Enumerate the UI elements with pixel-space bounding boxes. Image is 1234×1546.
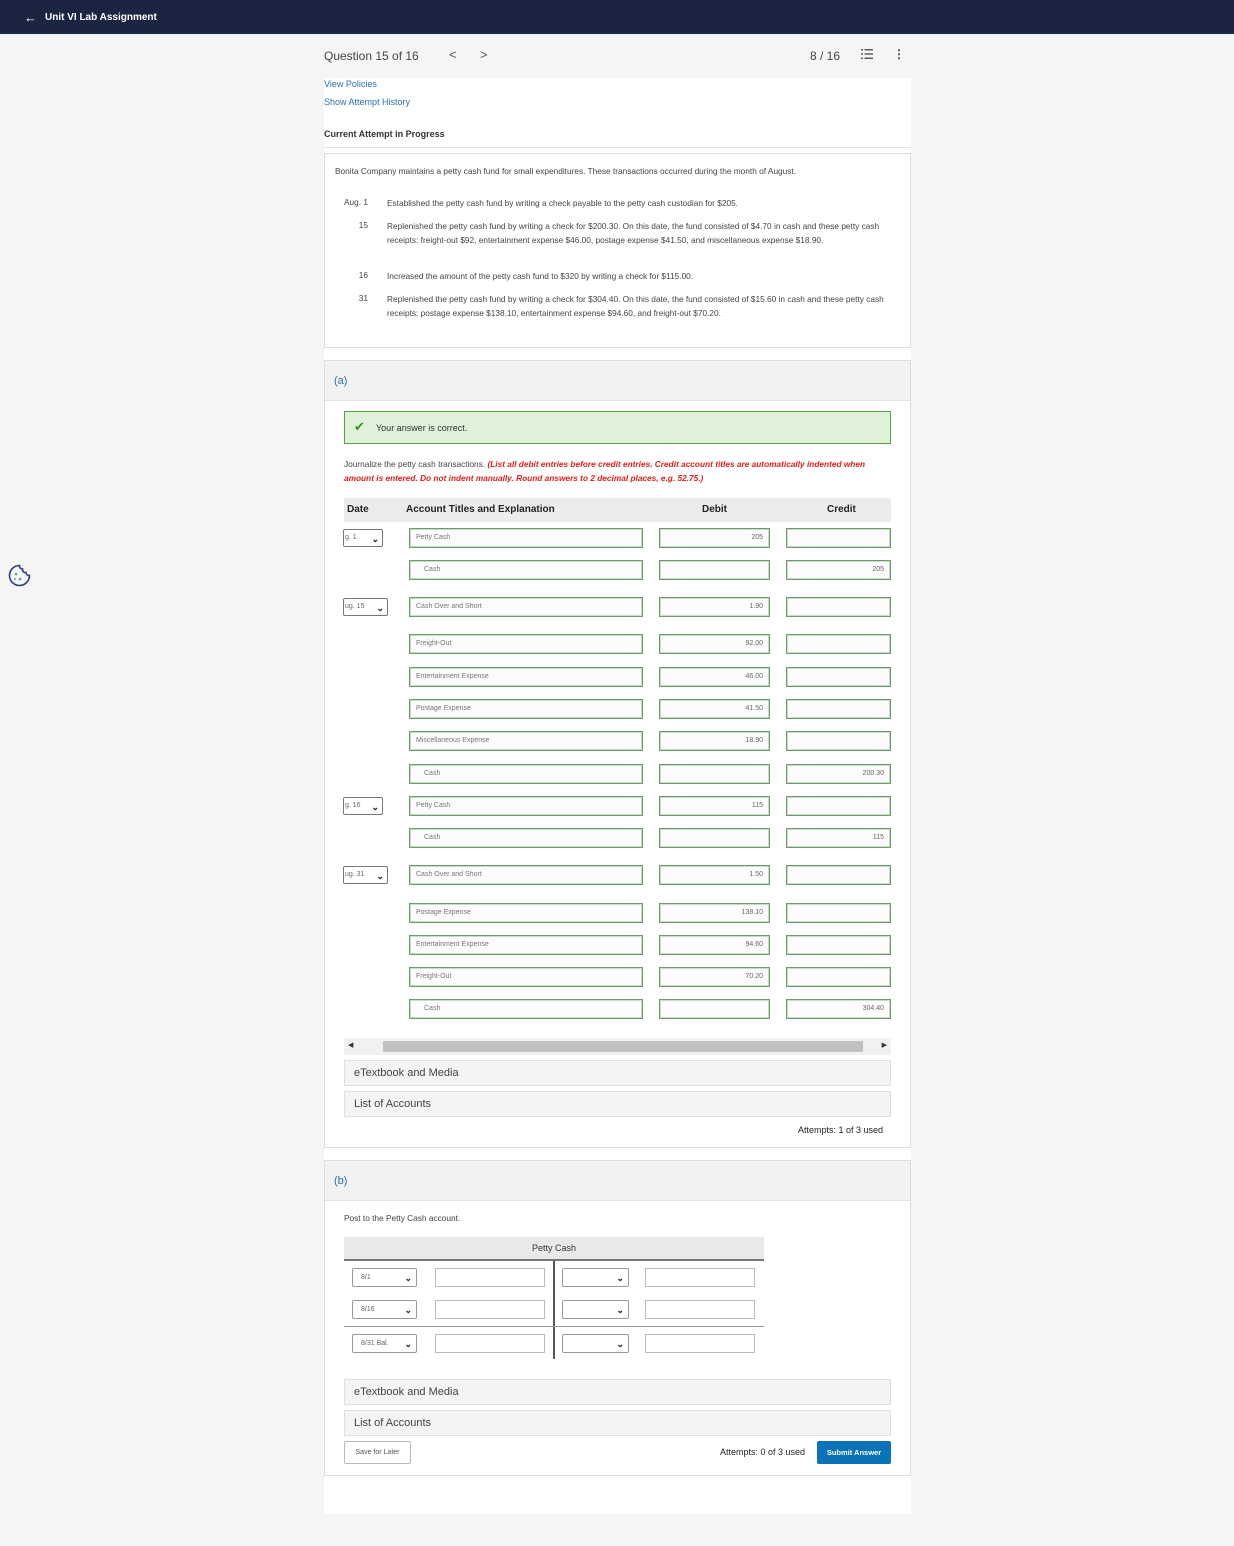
scrollbar-thumb[interactable]	[383, 1041, 863, 1052]
prev-question-button[interactable]: <	[449, 47, 457, 62]
account-title-input[interactable]: Cash	[409, 999, 643, 1019]
chevron-down-icon: ⌄	[371, 534, 379, 544]
list-icon[interactable]	[861, 49, 873, 59]
chevron-down-icon: ⌄	[404, 1339, 412, 1349]
list-of-accounts-toggle[interactable]: List of Accounts	[344, 1410, 891, 1436]
problem-statement: Bonita Company maintains a petty cash fund for small expenditures. These transactions occurred during the month of August. Aug. 1 Established the petty cash fund by writing a check payable to the petty cash custodian for $205. 15 Replenished the petty cash fund by writing a check for $200.30. On this date, the fund consisted of $4.70 in cash and these petty cash receipts: freight-out $92, entertainment expense $46.00, postage expense $41.50, and miscellaneous expense $18.90. 16 Increased the amount of the petty cash fund to $320 by writing a check for $115.00. 31 Replenished the petty cash fund by writing a check for $304.40. On this date, the fund consisted of $15.60 in cash and these petty cash receipts: postage expense $138.10, entertainment expense $94.60, and freight-out $70.20.	[324, 153, 911, 348]
credit-input[interactable]	[786, 731, 891, 751]
debit-input[interactable]	[659, 828, 770, 848]
journal-header	[344, 498, 891, 522]
credit-column-header: Credit	[827, 504, 856, 515]
t-account-line	[344, 1326, 764, 1327]
date-select[interactable]: ug. 15 ⌄	[343, 598, 388, 616]
account-title-input[interactable]: Postage Expense	[409, 699, 643, 719]
account-title-input[interactable]: Petty Cash	[409, 528, 643, 548]
debit-input[interactable]: 138.10	[659, 903, 770, 923]
debit-input[interactable]: 18.90	[659, 731, 770, 751]
debit-input[interactable]	[659, 764, 770, 784]
account-title-input[interactable]: Cash	[409, 828, 643, 848]
assignment-title[interactable]: Unit VI Lab Assignment	[45, 11, 157, 23]
credit-input[interactable]	[786, 667, 891, 687]
top-bar	[0, 0, 1234, 34]
account-title-input[interactable]: Freight-Out	[409, 634, 643, 654]
post-amount-input[interactable]	[435, 1268, 545, 1287]
account-column-header: Account Titles and Explanation	[406, 504, 555, 515]
account-title-input[interactable]: Entertainment Expense	[409, 935, 643, 955]
chevron-down-icon: ⌄	[371, 802, 379, 812]
account-title-input[interactable]: Entertainment Expense	[409, 667, 643, 687]
credit-input[interactable]	[786, 967, 891, 987]
post-amount-input[interactable]	[645, 1300, 755, 1319]
submit-answer-button[interactable]: Submit Answer	[817, 1441, 891, 1464]
chevron-down-icon: ⌄	[616, 1339, 624, 1349]
question-nav	[324, 34, 911, 78]
debit-input[interactable]: 94.60	[659, 935, 770, 955]
debit-input[interactable]: 205	[659, 528, 770, 548]
date-select[interactable]: g. 16 ⌄	[343, 797, 383, 815]
arrow-left-icon[interactable]: ←	[24, 9, 37, 25]
chevron-down-icon: ⌄	[616, 1305, 624, 1315]
correct-message: Your answer is correct.	[376, 423, 468, 433]
debit-input[interactable]: 115	[659, 796, 770, 816]
cookie-icon[interactable]	[7, 563, 32, 588]
account-title-input[interactable]: Cash Over and Short	[409, 597, 643, 617]
scroll-left-icon[interactable]: ◀	[348, 1042, 354, 1049]
horizontal-scrollbar[interactable]	[344, 1038, 891, 1055]
credit-input[interactable]	[786, 903, 891, 923]
account-title-input[interactable]: Cash	[409, 560, 643, 580]
debit-input[interactable]: 41.50	[659, 699, 770, 719]
debit-input[interactable]: 46.00	[659, 667, 770, 687]
credit-input[interactable]	[786, 796, 891, 816]
t-account-title: Petty Cash	[344, 1237, 764, 1261]
chevron-down-icon: ⌄	[376, 603, 384, 613]
debit-input[interactable]	[659, 560, 770, 580]
credit-input[interactable]	[786, 865, 891, 885]
question-number: Question 15 of 16	[324, 49, 419, 63]
credit-input[interactable]: 115	[786, 828, 891, 848]
post-date-select[interactable]	[562, 1300, 629, 1319]
correct-answer-banner	[344, 411, 891, 444]
part-b-header	[325, 1161, 910, 1201]
credit-input[interactable]	[786, 699, 891, 719]
post-date-select[interactable]: 8/1 ⌄	[352, 1268, 417, 1287]
post-amount-input[interactable]	[645, 1334, 755, 1353]
progress-indicator: 8 / 16	[810, 49, 841, 63]
post-date-select[interactable]: 8/16 ⌄	[352, 1300, 417, 1319]
post-amount-input[interactable]	[435, 1300, 545, 1319]
attempts-counter: Attempts: 0 of 3 used	[720, 1447, 806, 1457]
credit-input[interactable]: 200.30	[786, 764, 891, 784]
chevron-down-icon: ⌄	[404, 1273, 412, 1283]
list-of-accounts-toggle[interactable]: List of Accounts	[344, 1091, 891, 1117]
credit-input[interactable]	[786, 528, 891, 548]
etextbook-media-toggle[interactable]: eTextbook and Media	[344, 1379, 891, 1405]
show-attempt-history-link[interactable]: Show Attempt History	[324, 97, 411, 107]
account-title-input[interactable]: Postage Expense	[409, 903, 643, 923]
journal-instructions: Journalize the petty cash transactions. (List all debit entries before credit entries. Credit account titles are automatically indented when amount is entered. Do not indent manually. Round answers to 2 decimal places, e.g. 52.75.)	[344, 459, 866, 483]
save-for-later-button[interactable]: Save for Later	[344, 1441, 411, 1464]
checkmark-icon: ✔	[354, 419, 365, 434]
post-amount-input[interactable]	[645, 1268, 755, 1287]
etextbook-media-toggle[interactable]: eTextbook and Media	[344, 1060, 891, 1086]
post-date-select[interactable]	[562, 1334, 629, 1353]
current-attempt-label: Current Attempt in Progress	[324, 129, 445, 139]
post-amount-input[interactable]	[435, 1334, 545, 1353]
account-title-input[interactable]: Miscellaneous Expense	[409, 731, 643, 751]
debit-input[interactable]: 1.90	[659, 597, 770, 617]
credit-input[interactable]: 304.40	[786, 999, 891, 1019]
divider	[324, 147, 911, 148]
problem-intro: Bonita Company maintains a petty cash fund for small expenditures. These transactions occurred during the month of August.	[335, 166, 797, 176]
debit-input[interactable]: 92.00	[659, 634, 770, 654]
part-a-header	[325, 361, 910, 401]
account-title-input[interactable]: Cash Over and Short	[409, 865, 643, 885]
debit-column-header: Debit	[702, 504, 727, 515]
credit-input[interactable]	[786, 634, 891, 654]
credit-input[interactable]: 205	[786, 560, 891, 580]
part-b-label: (b)	[334, 1175, 348, 1187]
attempts-counter: Attempts: 1 of 3 used	[798, 1125, 884, 1135]
post-date-select[interactable]: 8/31 Bal. ⌄	[352, 1334, 417, 1353]
chevron-down-icon: ⌄	[376, 871, 384, 881]
chevron-down-icon: ⌄	[616, 1273, 624, 1283]
debit-input[interactable]: 1.50	[659, 865, 770, 885]
debit-input[interactable]	[659, 999, 770, 1019]
date-select[interactable]: g. 1 ⌄	[343, 529, 383, 547]
post-date-select[interactable]	[562, 1268, 629, 1287]
credit-input[interactable]	[786, 935, 891, 955]
part-a-label: (a)	[334, 375, 348, 387]
t-account-divider	[553, 1261, 555, 1359]
next-question-button[interactable]: >	[480, 47, 488, 62]
scroll-right-icon[interactable]: ▶	[881, 1042, 887, 1049]
post-instructions: Post to the Petty Cash account.	[344, 1213, 461, 1223]
date-select[interactable]: ug. 31 ⌄	[343, 866, 388, 884]
chevron-down-icon: ⌄	[404, 1305, 412, 1315]
more-vertical-icon[interactable]: ⋮	[893, 47, 905, 61]
debit-input[interactable]: 70.20	[659, 967, 770, 987]
account-title-input[interactable]: Petty Cash	[409, 796, 643, 816]
account-title-input[interactable]: Freight-Out	[409, 967, 643, 987]
date-column-header: Date	[347, 504, 369, 515]
account-title-input[interactable]: Cash	[409, 764, 643, 784]
view-policies-link[interactable]: View Policies	[324, 79, 377, 89]
credit-input[interactable]	[786, 597, 891, 617]
